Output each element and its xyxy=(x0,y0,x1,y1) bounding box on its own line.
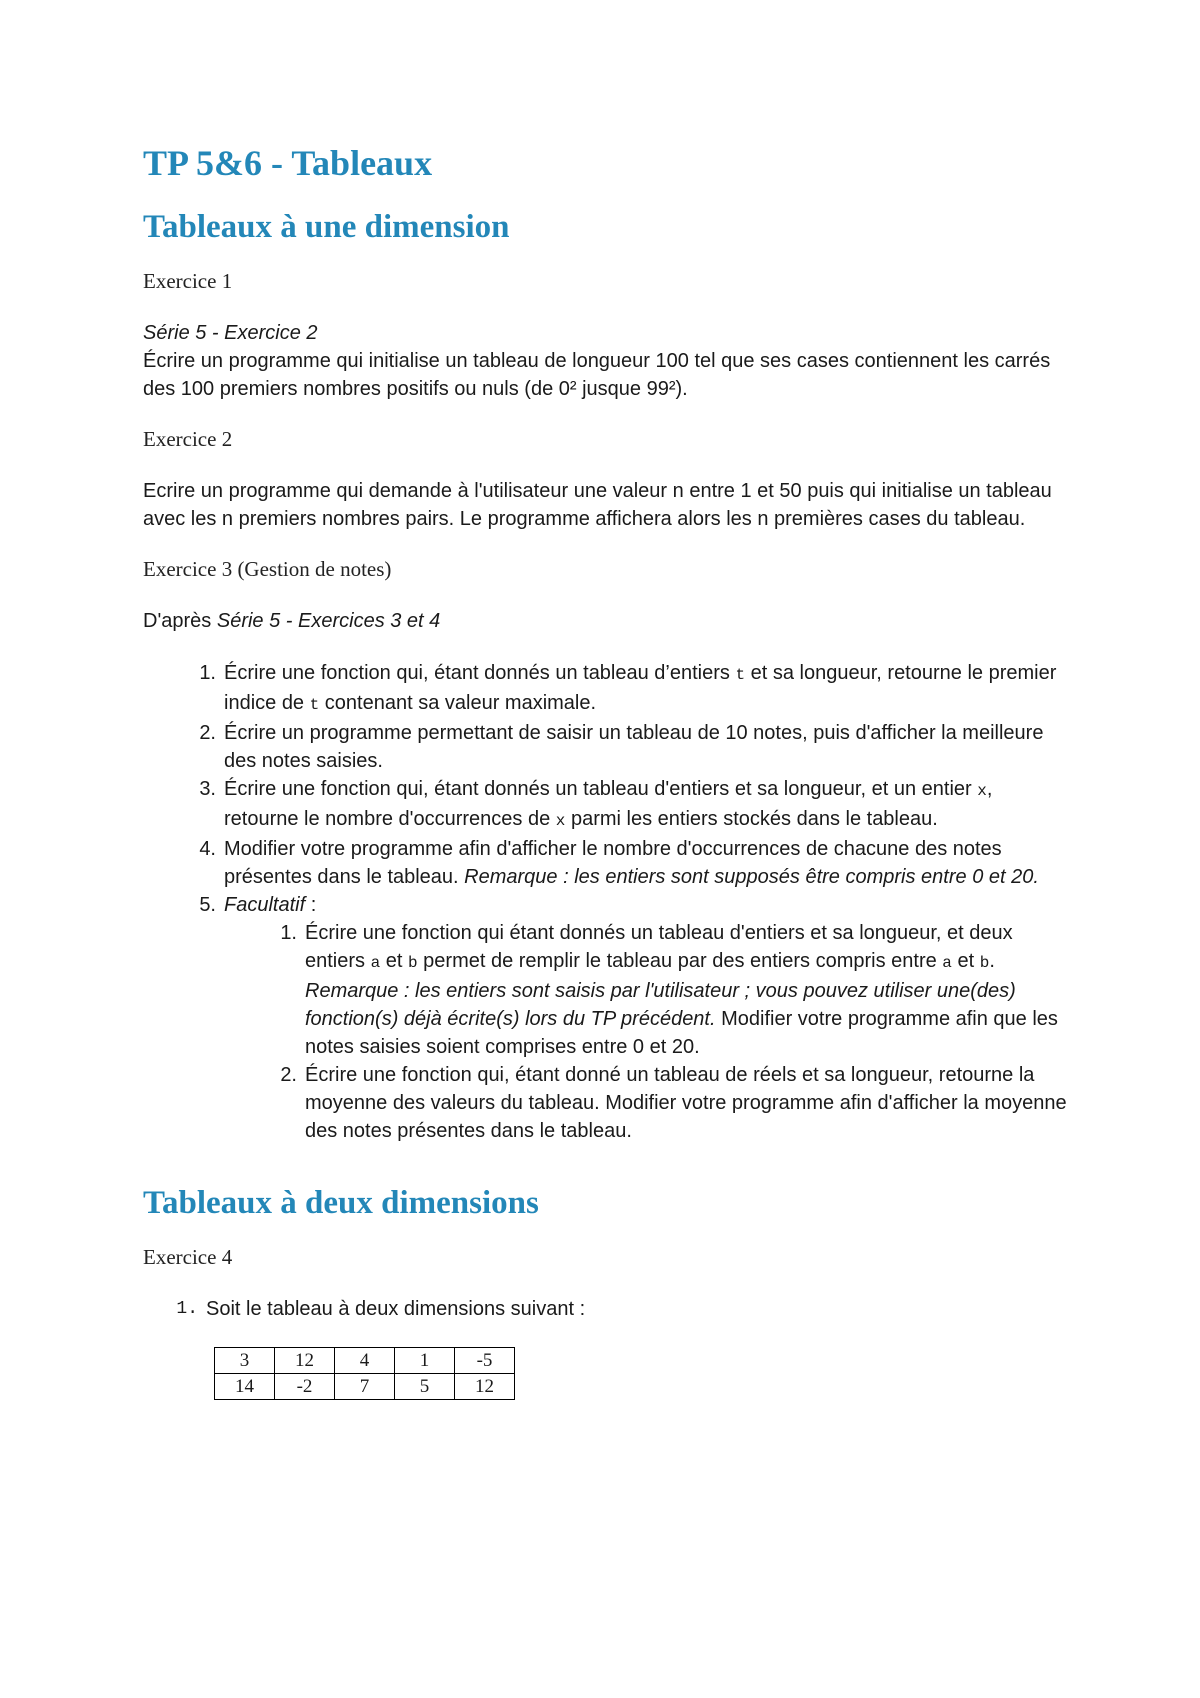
exercise-3-list xyxy=(143,659,1068,1145)
list-item: 3. Écrire une fonction qui, étant donnés un tableau d'entiers et sa longueur, et un entier x, retourne le nombre d'occurrences de x parmi les entiers stockés dans le tableau. xyxy=(199,778,993,830)
exercise-4-list xyxy=(143,1295,1068,1323)
exercise-1-label: Exercice 1 xyxy=(143,269,233,293)
exercise-4-label: Exercice 4 xyxy=(143,1245,233,1269)
table-cell: 7 xyxy=(335,1374,395,1400)
list-item: 1. Soit le tableau à deux dimensions suivant : xyxy=(176,1298,586,1320)
exercise-1-text: Écrire un programme qui initialise un tableau de longueur 100 tel que ses cases contiennent les carrés des 100 premiers nombres positifs ou nuls (de 0² jusque 99²). xyxy=(143,350,1051,400)
section-heading-2d: Tableaux à deux dimensions xyxy=(143,1185,539,1221)
table-cell: 14 xyxy=(215,1374,275,1400)
table-cell: -2 xyxy=(275,1374,335,1400)
list-item: 5. Facultatif : 1. Écrire une fonction qui étant donnés un tableau d'entiers et sa longueur, et deux entiers a et b permet de remplir le tableau par des entiers compris entre a et b. Remarque : les entiers sont saisis par l'utilisateur ; vous pouvez utiliser une(des) fonction(s) déjà écrite(s) lors du TP précédent. Modifier votre programme afin que les notes saisies soient comprises entre 0 et 20. 2. Écrire une fonction qui, étant donné un tableau de réels et sa longueur, retourne la moyenne des valeurs du tableau. Modifier votre programme afin d'afficher la moyenne des notes présentes dans le tableau. xyxy=(143,891,1068,1145)
optional-sublist xyxy=(224,919,1068,1145)
table-cell: 12 xyxy=(275,1348,335,1374)
table-row xyxy=(215,1374,515,1400)
table-cell: -5 xyxy=(455,1348,515,1374)
table-cell: 12 xyxy=(455,1374,515,1400)
list-item: 2. Écrire une fonction qui, étant donné un tableau de réels et sa longueur, retourne la moyenne des valeurs du tableau. Modifier votre programme afin d'afficher la moyenne des notes présentes dans le tableau. xyxy=(280,1064,1067,1142)
section-heading-1d: Tableaux à une dimension xyxy=(143,209,510,245)
page-title: TP 5&6 - Tableaux xyxy=(143,143,433,183)
table-cell: 1 xyxy=(395,1348,455,1374)
list-item: 2. Écrire un programme permettant de saisir un tableau de 10 notes, puis d'afficher la meilleure des notes saisies. xyxy=(199,722,1044,772)
exercise-2-label: Exercice 2 xyxy=(143,427,233,451)
table-cell: 4 xyxy=(335,1348,395,1374)
document-page xyxy=(143,140,1068,1400)
exercise-1-ref: Série 5 - Exercice 2 xyxy=(143,322,318,344)
data-table xyxy=(214,1347,515,1400)
list-item: 1. Écrire une fonction qui, étant donnés un tableau d’entiers t et sa longueur, retourne le premier indice de t contenant sa valeur maximale. xyxy=(199,662,1057,714)
table-row xyxy=(215,1348,515,1374)
list-item: 4. Modifier votre programme afin d'afficher le nombre d'occurrences de chacune des notes présentes dans le tableau. Remarque : les entiers sont supposés être compris entre 0 et 20. xyxy=(199,838,1039,888)
table-cell: 5 xyxy=(395,1374,455,1400)
exercise-2-text: Ecrire un programme qui demande à l'utilisateur une valeur n entre 1 et 50 puis qui initialise un tableau avec les n premiers nombres pairs. Le programme affichera alors les n premières cases du tableau. xyxy=(143,480,1052,530)
list-item: 1. Écrire une fonction qui étant donnés un tableau d'entiers et sa longueur, et deux entiers a et b permet de remplir le tableau par des entiers compris entre a et b. Remarque : les entiers sont saisis par l'utilisateur ; vous pouvez utiliser une(des) fonction(s) déjà écrite(s) lors du TP précédent. Modifier votre programme afin que les notes saisies soient comprises entre 0 et 20. xyxy=(280,922,1058,1058)
exercise-3-label: Exercice 3 (Gestion de notes) xyxy=(143,557,392,581)
table-cell: 3 xyxy=(215,1348,275,1374)
exercise-3-intro: D'après Série 5 - Exercices 3 et 4 xyxy=(143,610,441,632)
